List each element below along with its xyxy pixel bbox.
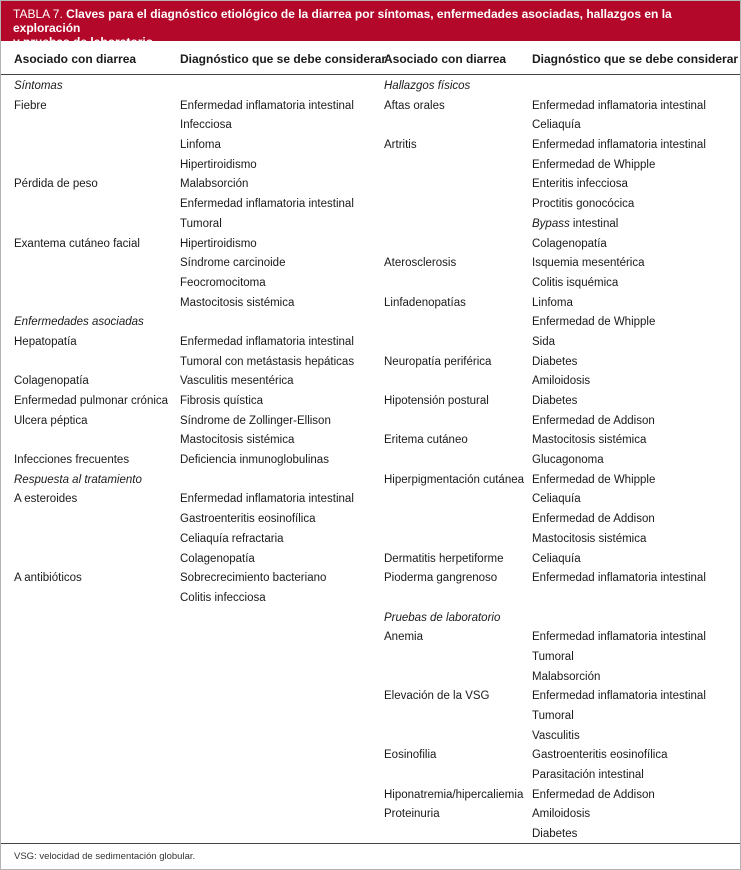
table-cell: Colagenopatía [532, 237, 607, 250]
table-cell: Colitis infecciosa [180, 591, 266, 604]
table-cell [14, 294, 168, 314]
table-cell: Síndrome de Zollinger-Ellison [180, 414, 331, 427]
header-left-diag: Diagnóstico que se debe considerar [180, 52, 387, 66]
table-cell: Enfermedad inflamatoria intestinal [532, 631, 706, 644]
table-cell: Diabetes [532, 828, 578, 841]
table-cell: Deficiencia inmunoglobulinas [180, 454, 329, 467]
table-title: Claves para el diagnóstico etiológico de la diarrea por síntomas, enfermedades asociadas, hallazgos en la exploración [13, 7, 672, 35]
table-cell: Isquemia mesentérica [532, 257, 645, 270]
table-cell: Linfadenopatías [384, 296, 466, 309]
table-cell [532, 77, 706, 97]
header-right-assoc: Asociado con diarrea [384, 52, 507, 66]
table-cell: Linfoma [532, 296, 573, 309]
table-cell: Amiloidosis [532, 375, 591, 388]
header-right-diag: Diagnóstico que se debe considerar [532, 52, 739, 66]
table-cell [384, 372, 524, 392]
table-cell: Amiloidosis [532, 808, 591, 821]
table-cell [384, 589, 524, 609]
table-cell: Enfermedad pulmonar crónica [14, 395, 169, 407]
table-title-line2: y pruebas de laboratorio [13, 35, 154, 49]
table-cell: Enteritis infecciosa [532, 178, 628, 191]
table-cell: Enfermedad de Addison [532, 788, 655, 801]
table-cell: Enfermedad de Whipple [532, 158, 656, 171]
table-cell: Enfermedad inflamatoria intestinal [532, 690, 706, 703]
section-heading: Pruebas de laboratorio [384, 611, 501, 624]
table-cell: Hepatopatía [14, 335, 77, 348]
table-cell: Neuropatía periférica [384, 355, 492, 368]
table-cell [384, 333, 524, 353]
table-cell: Linfoma [180, 139, 221, 152]
table-cell [384, 116, 524, 136]
table-cell: Hiperpigmentación cutánea [384, 473, 525, 486]
table-cell: Sobrecrecimiento bacteriano [180, 572, 327, 585]
cell-italic-term: Bypass [532, 217, 570, 230]
table-cell [384, 412, 524, 432]
table-cell: Enfermedad inflamatoria intestinal [532, 572, 706, 585]
section-heading: Síntomas [14, 80, 63, 92]
table-cell: Celiaquía [532, 493, 581, 506]
table-cell: Malabsorción [180, 178, 249, 191]
table-cell: Gastroenteritis eosinofílica [532, 749, 668, 762]
table-cell: Diabetes [532, 395, 578, 407]
table-cell: Tumoral con metástasis hepáticas [180, 355, 355, 368]
table-header-row [1, 41, 740, 75]
table-cell: Proctitis gonocócica [532, 198, 635, 211]
table-cell: Aftas orales [384, 99, 445, 112]
table-cell: Enfermedad de Whipple [532, 316, 656, 329]
table-cell [384, 707, 524, 727]
table-cell: A antibióticos [14, 572, 82, 585]
table-cell [14, 274, 168, 294]
table-cell [532, 589, 706, 609]
table-cell [14, 156, 168, 176]
table-cell: Celiaquía refractaria [180, 532, 284, 545]
section-heading: Respuesta al tratamiento [14, 473, 142, 486]
table-cell: Sida [532, 335, 556, 348]
table-cell [14, 136, 168, 156]
table-cell [180, 77, 354, 97]
table-cell: Colagenopatía [180, 552, 255, 565]
table-cell [14, 589, 168, 609]
table-cell: Malabsorción [532, 670, 601, 683]
column-left-assoc [14, 77, 168, 609]
footnote: VSG: velocidad de sedimentación globular. [14, 851, 196, 862]
table-cell [384, 215, 524, 235]
table-cell: A esteroides [14, 493, 78, 506]
table-cell [14, 530, 168, 550]
table-cell: Pioderma gangrenoso [384, 572, 498, 585]
table-cell [384, 766, 524, 786]
table-cell: Fiebre [14, 99, 47, 112]
section-heading: Enfermedades asociadas [14, 316, 144, 329]
table-cell: Fibrosis quística [180, 395, 264, 407]
table-cell: Anemia [384, 631, 423, 644]
table-cell: Ulcera péptica [14, 414, 88, 427]
table-cell: Hipertiroidismo [180, 158, 257, 171]
table-cell: Celiaquía [532, 552, 581, 565]
table-cell [384, 195, 524, 215]
table-cell: Proteinuria [384, 808, 440, 821]
table-cell: Mastocitosis sistémica [180, 434, 295, 447]
table-cell: Enfermedad de Whipple [532, 473, 656, 486]
table-cell: Síndrome carcinoide [180, 257, 286, 270]
table-cell: Celiaquía [532, 119, 581, 132]
table-cell: Tumoral [532, 710, 574, 722]
footer-rule [1, 843, 740, 844]
table-cell: Enfermedad de Addison [532, 513, 655, 526]
table-cell: Colitis isquémica [532, 276, 619, 289]
table-cell: Vasculitis mesentérica [180, 375, 294, 388]
table-cell [384, 313, 524, 333]
table-cell: Elevación de la VSG [384, 690, 490, 703]
table-cell: Hiponatremia/hipercaliemia [384, 788, 524, 801]
table-cell: Mastocitosis sistémica [180, 296, 295, 309]
table-cell [180, 313, 354, 333]
table-cell [14, 510, 168, 530]
table-cell: Hipotensión postural [384, 395, 489, 407]
table-cell [14, 550, 168, 570]
table-cell: Enfermedad inflamatoria intestinal [180, 198, 354, 211]
column-right-diag [532, 77, 706, 845]
cell-text: intestinal [572, 217, 619, 230]
table-cell [384, 727, 524, 747]
table-cell [14, 215, 168, 235]
table-cell: Enfermedad inflamatoria intestinal [180, 335, 354, 348]
table-cell: Exantema cutáneo facial [14, 237, 140, 250]
table-cell: Tumoral [532, 650, 574, 663]
table-cell: Gastroenteritis eosinofílica [180, 513, 316, 526]
header-left-assoc: Asociado con diarrea [14, 52, 137, 66]
table-cell [14, 116, 168, 136]
table-cell: Enfermedad inflamatoria intestinal [180, 493, 354, 506]
table-cell: Tumoral [180, 217, 222, 230]
table-cell [14, 431, 168, 451]
table-title-bar [1, 1, 740, 49]
table-cell: Eosinofilia [384, 749, 437, 762]
table-cell [384, 451, 524, 471]
table-cell [384, 490, 524, 510]
table-cell: Enfermedad inflamatoria intestinal [532, 99, 706, 112]
table-cell [384, 156, 524, 176]
table-cell: Aterosclerosis [384, 257, 457, 270]
table-cell [384, 648, 524, 668]
table-cell: Feocromocitoma [180, 276, 266, 289]
table-cell [14, 353, 168, 373]
table-cell [384, 530, 524, 550]
table-cell [384, 668, 524, 688]
table-cell: Diabetes [532, 355, 578, 368]
table-cell [384, 510, 524, 530]
table-cell [180, 471, 354, 491]
section-heading: Hallazgos físicos [384, 80, 471, 92]
table-cell: Mastocitosis sistémica [532, 434, 647, 447]
table-cell: Infecciones frecuentes [14, 454, 130, 467]
table-label: TABLA 7. [13, 7, 63, 21]
table-cell [14, 254, 168, 274]
table-cell: Infecciosa [180, 119, 232, 132]
table-cell: Enfermedad de Addison [532, 414, 655, 427]
table-cell: Enfermedad inflamatoria intestinal [180, 99, 354, 112]
table-cell [532, 215, 706, 235]
table-cell [384, 235, 524, 255]
table-cell [14, 195, 168, 215]
table-cell [384, 175, 524, 195]
column-left-diag [180, 77, 354, 609]
table-cell: Dermatitis herpetiforme [384, 552, 504, 565]
table-cell [532, 609, 706, 629]
table-cell: Glucagonoma [532, 454, 604, 467]
table-cell [384, 825, 524, 845]
table-cell: Eritema cutáneo [384, 434, 468, 447]
table-cell: Pérdida de peso [14, 178, 98, 191]
table-cell: Vasculitis [532, 729, 580, 742]
table-cell: Parasitación intestinal [532, 769, 644, 782]
table-cell: Colagenopatía [14, 375, 89, 388]
table-cell: Artritis [384, 139, 417, 152]
table-cell: Hipertiroidismo [180, 237, 257, 250]
table-cell: Enfermedad inflamatoria intestinal [532, 139, 706, 152]
table-cell [384, 274, 524, 294]
table-cell: Mastocitosis sistémica [532, 532, 647, 545]
column-right-assoc [384, 77, 524, 845]
